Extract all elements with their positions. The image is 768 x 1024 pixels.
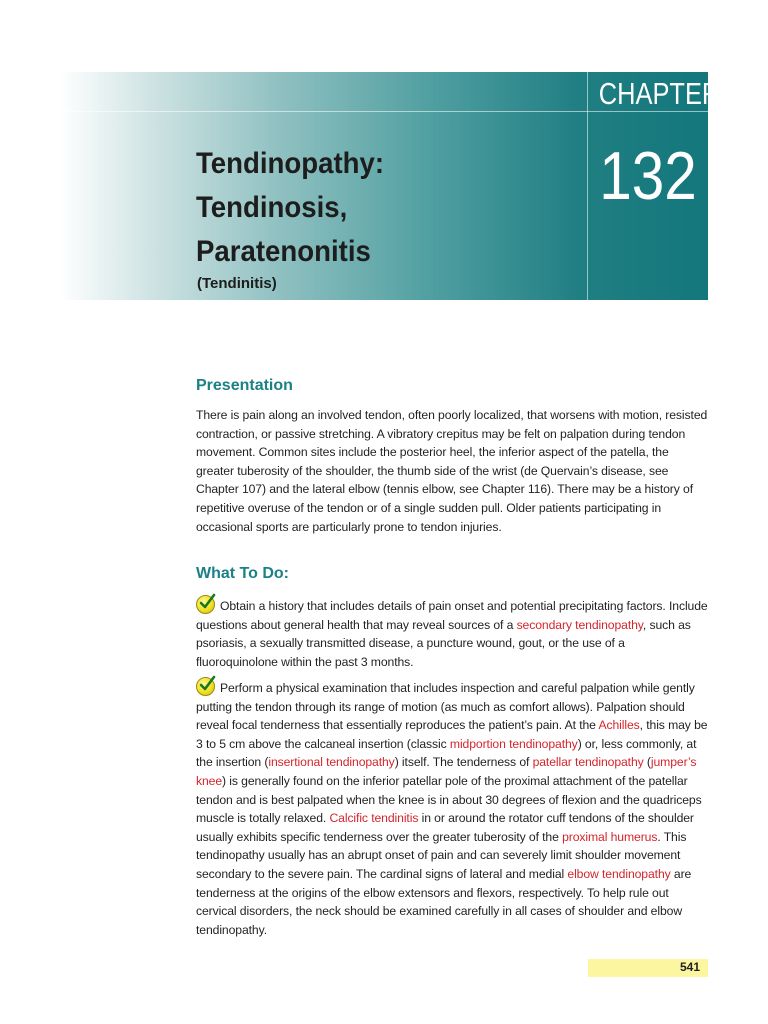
title-line-2: Tendinosis,	[196, 191, 348, 224]
item-2-text-a: Perform a physical examination that includes inspection and careful palpation while gently putting the tendon through its range of motion (as much as comfort allows). Palpation should reveal focal tenderness that essentially reproduces the patient’s pain. At the	[196, 681, 695, 733]
presentation-heading: Presentation	[196, 377, 293, 394]
link-achilles[interactable]: Achilles	[598, 718, 640, 733]
link-proximal-humerus[interactable]: proximal humerus	[562, 829, 658, 844]
page-number-box	[588, 959, 708, 977]
link-secondary-tendinopathy[interactable]: secondary tendinopathy	[516, 617, 643, 632]
item-1-text-a: Obtain a history that includes details of pain onset and potential precipitating factors. Include questions about general health that may reveal sources of a	[196, 599, 708, 632]
item-2-text-i: are tenderness at the origins of the elbow extensors and flexors, respectively. To help rule out cervical disorders, the neck should be examined carefully in all cases of shoulder and elbow tendinopathy.	[196, 866, 692, 937]
link-calcific-tendinitis[interactable]: Calcific tendinitis	[329, 811, 419, 826]
item-2-text-b: , this may be 3 to 5 cm above the calcaneal insertion (classic	[196, 718, 708, 751]
item-2-text-c: ) or, less commonly, at the insertion (	[196, 736, 697, 770]
chapter-number: 132	[599, 138, 697, 214]
link-insertional-tendinopathy[interactable]: insertional tendinopathy	[268, 755, 395, 770]
item-2-text-e: (	[643, 755, 651, 770]
link-patellar-tendinopathy[interactable]: patellar tendinopathy	[532, 755, 644, 770]
link-midportion-tendinopathy[interactable]: midportion tendinopathy	[449, 736, 578, 751]
chapter-subtitle: (Tendinitis)	[197, 275, 277, 292]
item-2-text-h: . This tendinopathy usually has an abrupt onset of pain and can severely limit shoulder movement secondary to the severe pain. The cardinal signs of lateral and medial	[196, 829, 687, 881]
item-1-text-b: , such as psoriasis, a sexually transmitted disease, a puncture wound, gout, or the use of a fluoroquinolone within the past 3 months.	[196, 617, 691, 669]
checkmark-icon	[196, 677, 215, 696]
item-2-text-f: ) is generally found on the inferior patellar pole of the proximal attachment of the patellar tendon and is best palpated when the knee is in about 30 degrees of flexion and the quadriceps muscle is totally relaxed.	[196, 773, 702, 826]
link-elbow-tendinopathy[interactable]: elbow tendinopathy	[567, 866, 671, 881]
what-to-do-item-2	[196, 677, 708, 939]
title-line-3: Paratenonitis	[196, 235, 371, 268]
checkmark-icon	[196, 595, 215, 614]
what-to-do-heading: What To Do:	[196, 565, 290, 582]
presentation-paragraph: There is pain along an involved tendon, often poorly localized, that worsens with motion, resisted contraction, or passive stretching. A vibratory crepitus may be felt on palpation during tendon movement. Common sites include the posterior heel, the inferior aspect of the patella, the greater tuberosity of the shoulder, the thumb side of the wrist (de Quervain’s disease, see Chapter 107) and the lateral elbow (tennis elbow, see Chapter 116). There may be a history of repetitive overuse of the tendon or of a single sudden pull. Older patients participating in occasional sports are particularly prone to tendon injuries.	[196, 408, 708, 534]
what-to-do-item-1	[196, 595, 708, 671]
link-jumpers-knee[interactable]: jumper’s knee	[196, 755, 697, 788]
chapter-label: CHAPTER	[598, 76, 721, 111]
header-divider-vertical	[587, 72, 588, 300]
item-2-text-d: ) itself. The tenderness of	[394, 755, 533, 770]
title-line-1: Tendinopathy:	[196, 147, 385, 180]
chapter-title	[196, 142, 576, 274]
item-2-text-g: in or around the rotator cuff tendons of the shoulder usually exhibits specific tenderness over the greater tuberosity of the	[196, 811, 694, 844]
page-number: 541	[679, 960, 700, 974]
